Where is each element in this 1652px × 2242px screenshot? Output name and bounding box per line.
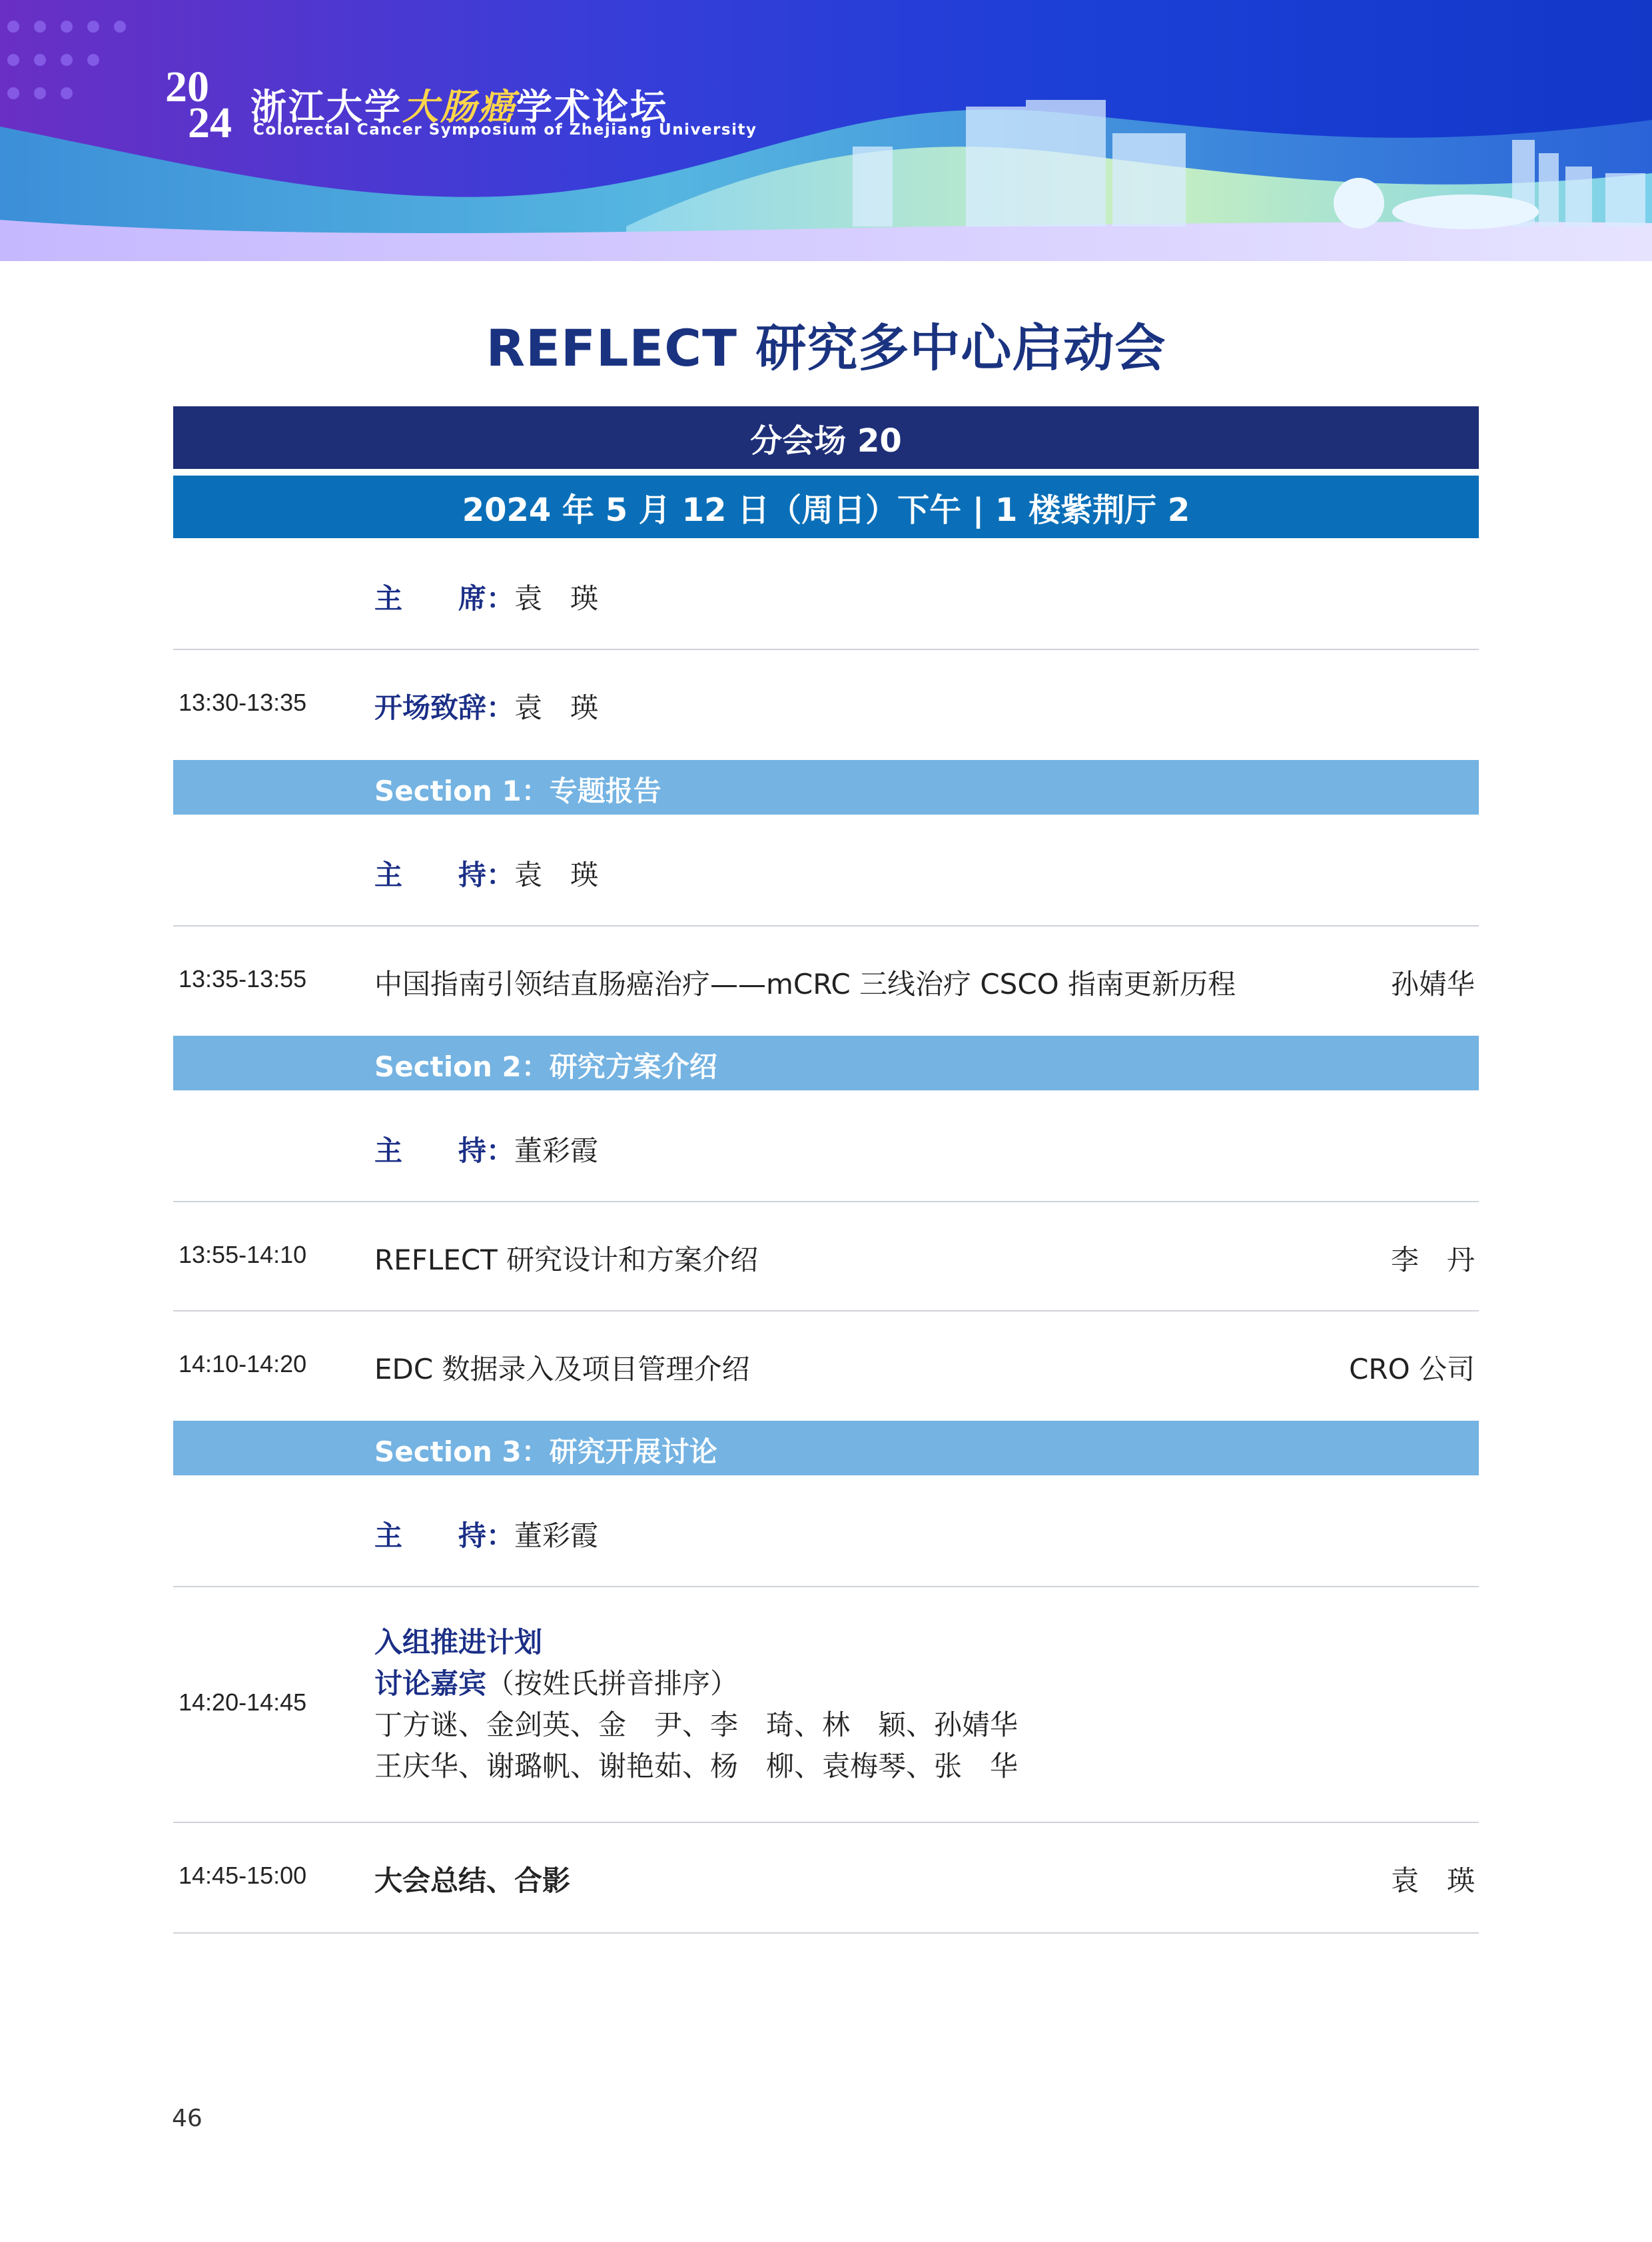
talk-topic: 中国指南引领结直肠癌治疗——mCRC 三线治疗 CSCO 指南更新历程: [374, 968, 1236, 1000]
section-1-bar: [173, 760, 1479, 815]
header-banner: [0, 0, 1652, 261]
discussion-guests-heading: [374, 1663, 1018, 1704]
logo-year-top: 20: [165, 63, 209, 111]
host-key: 主 持：: [374, 1519, 515, 1552]
section-2-title: Section 2：研究方案介绍: [374, 1050, 717, 1083]
talk-row: [173, 927, 1479, 1034]
talk-time: 14:10-14:20: [179, 1350, 307, 1377]
host-name: 董彩霞: [514, 1134, 599, 1167]
chair-name: 袁 瑛: [514, 582, 599, 615]
session-label: 分会场 20: [750, 422, 902, 460]
discussion-title: 入组推进计划: [374, 1626, 543, 1659]
logo-year: [165, 63, 238, 147]
talk-topic: REFLECT 研究设计和方案介绍: [374, 1244, 759, 1276]
opening-name: 袁 瑛: [514, 691, 599, 724]
talk-speaker: 孙婧华: [1390, 968, 1475, 1000]
discussion-time: 14:20-14:45: [179, 1688, 307, 1716]
banner-art: [0, 0, 1652, 261]
closing-topic: 大会总结、合影: [374, 1864, 571, 1897]
logo-year-bottom: 24: [188, 99, 232, 147]
host-key: 主 持：: [374, 859, 515, 891]
host-name: 董彩霞: [514, 1519, 599, 1552]
forum-title-highlight: 大肠癌: [402, 85, 516, 128]
closing-speaker: 袁 瑛: [1390, 1864, 1475, 1897]
opening-cell: [374, 686, 598, 726]
section-3-title: Section 3：研究开展讨论: [374, 1435, 717, 1468]
section-3-bar: [173, 1421, 1479, 1475]
section-2-host: [374, 1129, 598, 1169]
host-name: 袁 瑛: [514, 859, 599, 891]
section-3-host-row: [173, 1475, 1479, 1587]
guests-note: （按姓氏拼音排序）: [486, 1667, 739, 1700]
section-1-host: [374, 853, 598, 893]
talk-time: 13:35-13:55: [179, 965, 307, 992]
section-3-host: [374, 1514, 598, 1554]
talk-row: [173, 1202, 1479, 1311]
discussion-block: [374, 1622, 1018, 1787]
forum-subtitle: Colorectal Cancer Symposium of Zhejiang University: [253, 121, 757, 139]
chair-cell: [374, 577, 598, 617]
talk-speaker: 李 丹: [1390, 1244, 1475, 1276]
guests-line-1: 丁方谜、金剑英、金 尹、李 琦、林 颖、孙婧华: [374, 1708, 1019, 1741]
talk-speaker: CRO 公司: [1349, 1353, 1475, 1385]
section-2-host-row: [173, 1090, 1479, 1202]
forum-title-pre: 浙江大学: [250, 86, 402, 128]
opening-time: 13:30-13:35: [179, 689, 307, 716]
section-1-host-row: [173, 815, 1479, 927]
opening-row: [173, 650, 1479, 758]
page-number: 46: [172, 2105, 203, 2132]
opening-key: 开场致辞：: [374, 691, 515, 724]
discussion-row: [173, 1587, 1479, 1823]
section-1-title: Section 1：专题报告: [374, 775, 661, 807]
host-key: 主 持：: [374, 1134, 515, 1167]
talk-topic: EDC 数据录入及项目管理介绍: [374, 1353, 750, 1385]
section-2-bar: [173, 1036, 1479, 1090]
session-info: 2024 年 5 月 12 日（周日）下午 | 1 楼紫荆厅 2: [462, 491, 1190, 529]
chair-key: 主 席：: [374, 582, 515, 615]
chair-row: [173, 538, 1479, 650]
closing-time: 14:45-15:00: [179, 1862, 307, 1889]
page-title: REFLECT 研究多中心启动会: [486, 318, 1166, 378]
closing-row: [173, 1823, 1479, 1934]
guests-key: 讨论嘉宾: [374, 1667, 487, 1700]
talk-time: 13:55-14:10: [179, 1241, 307, 1268]
talk-row: [173, 1311, 1479, 1419]
session-info-bar: [173, 476, 1479, 538]
session-bar: [173, 406, 1479, 469]
forum-title-post: 学术论坛: [516, 86, 668, 128]
guests-line-2: 王庆华、谢璐帆、谢艳茹、杨 柳、袁梅琴、张 华: [374, 1750, 1019, 1782]
